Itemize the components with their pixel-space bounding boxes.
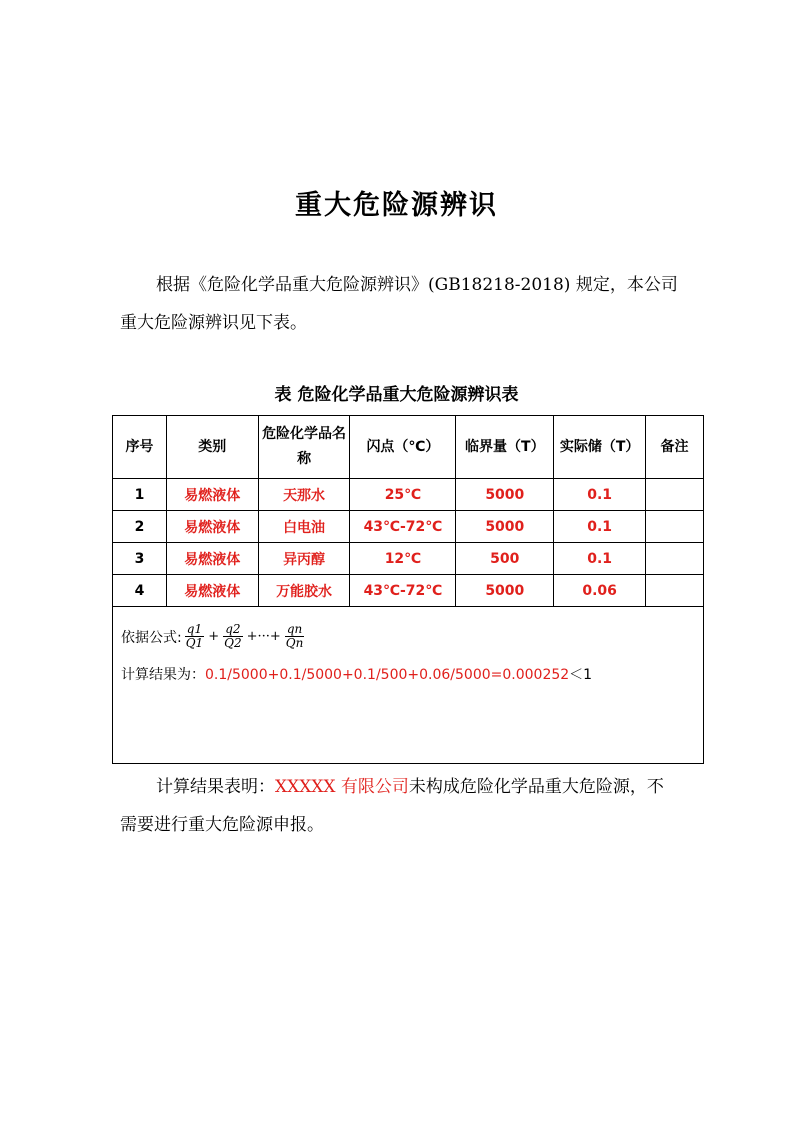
formula-row xyxy=(113,607,704,764)
fraction-1-denominator: Q1 xyxy=(185,636,204,650)
table-row xyxy=(113,575,704,607)
cell-actual-storage: 0.06 xyxy=(554,575,646,607)
cell-remarks xyxy=(646,575,704,607)
header-threshold: 临界量（T） xyxy=(456,416,554,479)
header-flash-point: 闪点（℃） xyxy=(350,416,456,479)
cell-flash-point: 43℃-72℃ xyxy=(350,575,456,607)
formula-line xyxy=(121,623,703,650)
table-row xyxy=(113,511,704,543)
header-chemical-name: 危险化学品名称 xyxy=(258,416,350,479)
fraction-2-denominator: Q2 xyxy=(224,636,242,650)
cell-index: 4 xyxy=(113,575,167,607)
cell-chemical-name: 异丙醇 xyxy=(258,543,350,575)
cell-remarks xyxy=(646,479,704,511)
intro-text: 根据《危险化学品重大危险源辨识》(GB18218-2018) 规定，本公司重大危险源辨识见下表。 xyxy=(120,275,678,333)
cell-actual-storage: 0.1 xyxy=(554,543,646,575)
cell-threshold: 500 xyxy=(456,543,554,575)
page-title: 重大危险源辨识 xyxy=(295,190,498,221)
cell-index: 1 xyxy=(113,479,167,511)
header-index: 序号 xyxy=(113,416,167,479)
cell-chemical-name: 万能胶水 xyxy=(258,575,350,607)
table-header-row xyxy=(113,416,704,479)
cell-actual-storage: 0.1 xyxy=(554,511,646,543)
conclusion-prefix: 计算结果表明： xyxy=(156,777,275,797)
table-row xyxy=(113,479,704,511)
cell-flash-point: 25℃ xyxy=(350,479,456,511)
cell-category: 易燃液体 xyxy=(166,575,258,607)
cell-remarks xyxy=(646,543,704,575)
cell-remarks xyxy=(646,511,704,543)
fraction-1 xyxy=(184,623,205,650)
cell-threshold: 5000 xyxy=(456,575,554,607)
cell-threshold: 5000 xyxy=(456,511,554,543)
fraction-1-numerator: q1 xyxy=(186,622,203,636)
fraction-2 xyxy=(222,623,243,650)
cell-category: 易燃液体 xyxy=(166,479,258,511)
cell-category: 易燃液体 xyxy=(166,543,258,575)
cell-index: 2 xyxy=(113,511,167,543)
plus-sign: + xyxy=(208,629,220,644)
cell-flash-point: 43℃-72℃ xyxy=(350,511,456,543)
result-compare: ＜1 xyxy=(569,667,593,683)
hazard-table xyxy=(112,415,704,764)
table-caption: 表 危险化学品重大危险源辨识表 xyxy=(274,385,519,405)
fraction-n-denominator: Qn xyxy=(285,636,304,650)
conclusion-suffix: 未构成危险化学品重大危险源，不需要进行重大危险源申报。 xyxy=(120,777,664,835)
fraction-n xyxy=(284,623,306,650)
cell-category: 易燃液体 xyxy=(166,511,258,543)
cell-index: 3 xyxy=(113,543,167,575)
header-remarks: 备注 xyxy=(646,416,704,479)
ellipsis-sign: +···+ xyxy=(246,629,281,644)
conclusion-paragraph xyxy=(120,768,680,844)
header-actual-storage: 实际储（T） xyxy=(554,416,646,479)
result-line xyxy=(121,664,703,684)
header-category: 类别 xyxy=(166,416,258,479)
conclusion-company: XXXXX 有限公司 xyxy=(275,777,409,797)
cell-flash-point: 12℃ xyxy=(350,543,456,575)
cell-threshold: 5000 xyxy=(456,479,554,511)
formula-label: 依据公式: xyxy=(121,629,182,646)
intro-paragraph xyxy=(120,266,680,342)
cell-chemical-name: 白电油 xyxy=(258,511,350,543)
fraction-n-numerator: qn xyxy=(286,622,303,636)
result-label: 计算结果为： xyxy=(121,667,205,683)
cell-chemical-name: 天那水 xyxy=(258,479,350,511)
formula-cell xyxy=(113,607,704,764)
result-expression: 0.1/5000+0.1/5000+0.1/500+0.06/5000=0.000252 xyxy=(205,667,570,683)
table-row xyxy=(113,543,704,575)
fraction-2-numerator: q2 xyxy=(225,622,241,636)
cell-actual-storage: 0.1 xyxy=(554,479,646,511)
